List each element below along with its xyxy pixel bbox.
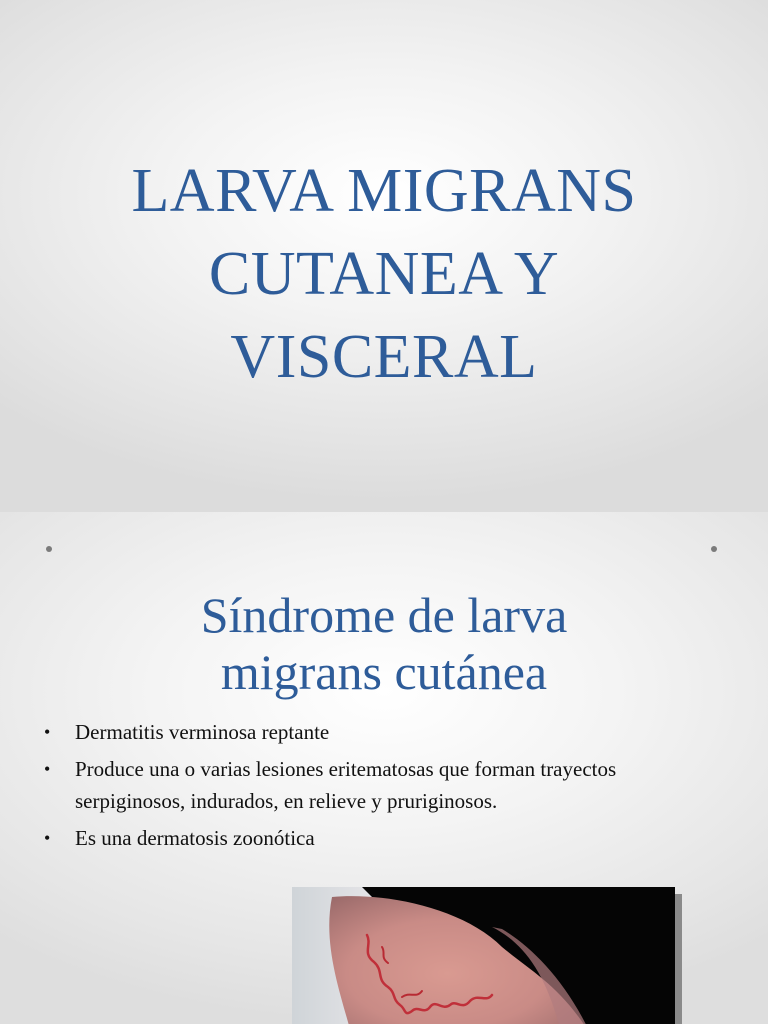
bullet-icon: • [44,722,51,742]
bullet-text: Dermatitis verminosa reptante [75,720,330,744]
presentation-title [0,150,768,399]
slide-title-line-2: migrans cutánea [220,644,548,700]
bullet-icon: • [44,759,51,779]
slide-title [0,587,768,701]
bullet-item [44,822,724,854]
bullet-item [44,716,724,748]
slide-title-line-1: Síndrome de larva [200,587,568,643]
bullet-item [44,753,724,817]
title-line-2: CUTANEA Y [208,240,560,308]
content-slide [0,512,768,1024]
skin-lesion-photo [292,887,675,1024]
decorative-dot-left [46,546,52,552]
bullet-text: Es una dermatosis zoonótica [75,826,315,850]
title-line-1: LARVA MIGRANS [131,157,637,225]
hand-lesion-illustration [292,887,675,1024]
bullet-icon: • [44,828,51,848]
title-line-3: VISCERAL [230,323,538,391]
bullet-text: Produce una o varias lesiones eritematosas que forman trayectos serpiginosos, indurados, en relieve y pruriginosos. [75,757,617,813]
bullet-list [44,716,724,859]
decorative-dot-right [711,546,717,552]
